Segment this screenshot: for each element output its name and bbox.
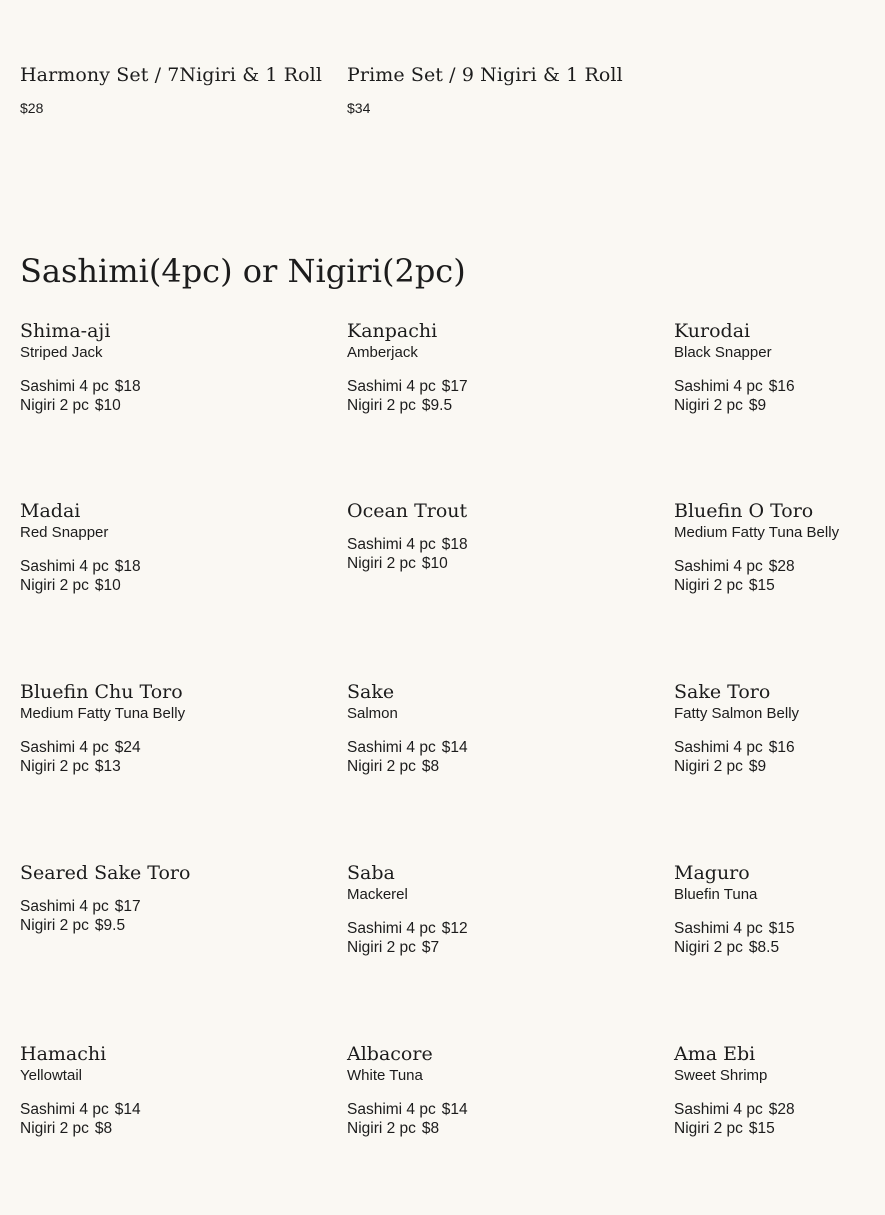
item-english-name: Salmon <box>347 705 398 722</box>
price-amount: $9 <box>748 758 767 775</box>
nigiri-price-line <box>674 576 874 595</box>
item-english-name: Black Snapper <box>674 344 772 361</box>
nigiri-price-line <box>674 396 874 415</box>
set-name: Harmony Set / 7Nigiri & 1 Roll <box>20 64 323 86</box>
sashimi-price-line <box>347 1100 547 1119</box>
item-prices <box>347 1100 547 1138</box>
price-label: Sashimi 4 pc <box>20 898 109 915</box>
item-english-name: Bluefin Tuna <box>674 886 758 903</box>
price-amount: $8.5 <box>748 939 780 956</box>
price-amount: $18 <box>114 558 141 575</box>
price-amount: $10 <box>94 577 121 594</box>
nigiri-price-line <box>20 396 220 415</box>
item-english-name: Mackerel <box>347 886 408 903</box>
sashimi-price-line <box>347 919 547 938</box>
item-name: Bluefin Chu Toro <box>20 681 183 703</box>
sashimi-price-line <box>674 377 874 396</box>
price-amount: $9.5 <box>94 917 126 934</box>
price-amount: $10 <box>94 397 121 414</box>
item-name: Hamachi <box>20 1043 107 1065</box>
price-label: Nigiri 2 pc <box>20 758 89 775</box>
section-title: Sashimi(4pc) or Nigiri(2pc) <box>20 252 466 290</box>
item-name: Maguro <box>674 862 750 884</box>
price-amount: $15 <box>768 920 795 937</box>
price-amount: $24 <box>114 739 141 756</box>
price-amount: $18 <box>441 536 468 553</box>
sashimi-price-line <box>20 377 220 396</box>
item-prices <box>347 535 547 573</box>
nigiri-price-line <box>347 1119 547 1138</box>
item-english-name: Medium Fatty Tuna Belly <box>674 524 840 541</box>
menu-item-maguro <box>674 862 874 957</box>
menu-item-ama-ebi <box>674 1043 874 1138</box>
price-amount: $18 <box>114 378 141 395</box>
menu-item-kanpachi <box>347 320 547 415</box>
nigiri-price-line <box>674 757 874 776</box>
price-amount: $9.5 <box>421 397 453 414</box>
price-amount: $16 <box>768 739 795 756</box>
sashimi-price-line <box>674 1100 874 1119</box>
item-name: Bluefin O Toro <box>674 500 814 522</box>
price-amount: $14 <box>441 1101 468 1118</box>
price-label: Sashimi 4 pc <box>347 536 436 553</box>
price-label: Sashimi 4 pc <box>674 558 763 575</box>
item-prices <box>674 377 874 415</box>
price-label: Sashimi 4 pc <box>20 558 109 575</box>
price-label: Nigiri 2 pc <box>347 555 416 572</box>
item-prices <box>674 557 874 595</box>
nigiri-price-line <box>347 396 547 415</box>
item-prices <box>347 738 547 776</box>
price-label: Nigiri 2 pc <box>20 397 89 414</box>
sashimi-price-line <box>674 738 874 757</box>
set-prime <box>347 64 623 116</box>
item-prices <box>347 919 547 957</box>
item-prices <box>20 557 220 595</box>
item-prices <box>347 377 547 415</box>
item-name: Saba <box>347 862 395 884</box>
set-name: Prime Set / 9 Nigiri & 1 Roll <box>347 64 623 86</box>
item-name: Kanpachi <box>347 320 438 342</box>
price-label: Nigiri 2 pc <box>347 397 416 414</box>
item-english-name: Amberjack <box>347 344 418 361</box>
price-label: Sashimi 4 pc <box>347 378 436 395</box>
item-name: Ocean Trout <box>347 500 468 522</box>
menu-item-madai <box>20 500 220 595</box>
item-english-name: Medium Fatty Tuna Belly <box>20 705 186 722</box>
price-amount: $28 <box>768 1101 795 1118</box>
menu-item-saba <box>347 862 547 957</box>
price-label: Nigiri 2 pc <box>347 939 416 956</box>
set-harmony <box>20 64 322 116</box>
price-amount: $16 <box>768 378 795 395</box>
menu-item-bluefin-chu-toro <box>20 681 220 776</box>
item-english-name: Fatty Salmon Belly <box>674 705 800 722</box>
item-english-name: White Tuna <box>347 1067 423 1084</box>
price-amount: $7 <box>421 939 440 956</box>
nigiri-price-line <box>347 554 547 573</box>
price-label: Sashimi 4 pc <box>674 920 763 937</box>
price-label: Sashimi 4 pc <box>20 1101 109 1118</box>
price-amount: $14 <box>441 739 468 756</box>
price-amount: $17 <box>441 378 468 395</box>
sashimi-price-line <box>20 738 220 757</box>
item-name: Sake Toro <box>674 681 771 703</box>
item-english-name: Yellowtail <box>20 1067 82 1084</box>
nigiri-price-line <box>347 938 547 957</box>
price-label: Nigiri 2 pc <box>674 577 743 594</box>
item-prices <box>674 738 874 776</box>
price-amount: $8 <box>421 758 440 775</box>
item-name: Shima-aji <box>20 320 111 342</box>
price-label: Sashimi 4 pc <box>20 378 109 395</box>
nigiri-price-line <box>20 757 220 776</box>
item-name: Ama Ebi <box>674 1043 756 1065</box>
price-label: Sashimi 4 pc <box>347 739 436 756</box>
nigiri-price-line <box>674 1119 874 1138</box>
price-label: Nigiri 2 pc <box>347 758 416 775</box>
menu-item-shima-aji <box>20 320 220 415</box>
sashimi-price-line <box>20 1100 220 1119</box>
item-prices <box>20 897 220 935</box>
price-label: Nigiri 2 pc <box>20 577 89 594</box>
price-label: Sashimi 4 pc <box>347 1101 436 1118</box>
item-prices <box>20 738 220 776</box>
item-english-name: Striped Jack <box>20 344 103 361</box>
item-name: Seared Sake Toro <box>20 862 191 884</box>
price-amount: $8 <box>421 1120 440 1137</box>
menu-item-seared-sake-toro <box>20 862 220 935</box>
price-amount: $13 <box>94 758 121 775</box>
item-english-name: Red Snapper <box>20 524 109 541</box>
menu-item-ocean-trout <box>347 500 547 573</box>
price-label: Nigiri 2 pc <box>674 939 743 956</box>
price-label: Sashimi 4 pc <box>347 920 436 937</box>
price-label: Nigiri 2 pc <box>674 758 743 775</box>
item-prices <box>20 377 220 415</box>
price-label: Sashimi 4 pc <box>674 378 763 395</box>
price-label: Sashimi 4 pc <box>674 1101 763 1118</box>
menu-item-sake <box>347 681 547 776</box>
menu-item-hamachi <box>20 1043 220 1138</box>
price-amount: $8 <box>94 1120 113 1137</box>
item-prices <box>674 919 874 957</box>
price-amount: $12 <box>441 920 468 937</box>
sashimi-price-line <box>674 557 874 576</box>
nigiri-price-line <box>20 916 220 935</box>
menu-item-kurodai <box>674 320 874 415</box>
price-label: Sashimi 4 pc <box>20 739 109 756</box>
price-label: Nigiri 2 pc <box>674 397 743 414</box>
set-price: $28 <box>20 100 44 116</box>
menu-item-bluefin-o-toro <box>674 500 874 595</box>
price-amount: $9 <box>748 397 767 414</box>
price-amount: $17 <box>114 898 141 915</box>
item-prices <box>20 1100 220 1138</box>
price-amount: $15 <box>748 577 775 594</box>
price-label: Nigiri 2 pc <box>674 1120 743 1137</box>
sashimi-price-line <box>674 919 874 938</box>
nigiri-price-line <box>674 938 874 957</box>
price-label: Sashimi 4 pc <box>674 739 763 756</box>
price-label: Nigiri 2 pc <box>20 917 89 934</box>
price-amount: $10 <box>421 555 448 572</box>
nigiri-price-line <box>347 757 547 776</box>
item-name: Albacore <box>347 1043 433 1065</box>
item-name: Kurodai <box>674 320 751 342</box>
price-label: Nigiri 2 pc <box>347 1120 416 1137</box>
nigiri-price-line <box>20 1119 220 1138</box>
nigiri-price-line <box>20 576 220 595</box>
item-name: Madai <box>20 500 81 522</box>
item-prices <box>674 1100 874 1138</box>
price-amount: $15 <box>748 1120 775 1137</box>
price-amount: $28 <box>768 558 795 575</box>
sashimi-price-line <box>20 897 220 916</box>
menu-item-albacore <box>347 1043 547 1138</box>
menu-item-sake-toro <box>674 681 874 776</box>
item-english-name: Sweet Shrimp <box>674 1067 768 1084</box>
sashimi-price-line <box>347 377 547 396</box>
item-name: Sake <box>347 681 395 703</box>
price-label: Nigiri 2 pc <box>20 1120 89 1137</box>
sashimi-price-line <box>20 557 220 576</box>
set-price: $34 <box>347 100 371 116</box>
price-amount: $14 <box>114 1101 141 1118</box>
sashimi-price-line <box>347 535 547 554</box>
sashimi-price-line <box>347 738 547 757</box>
